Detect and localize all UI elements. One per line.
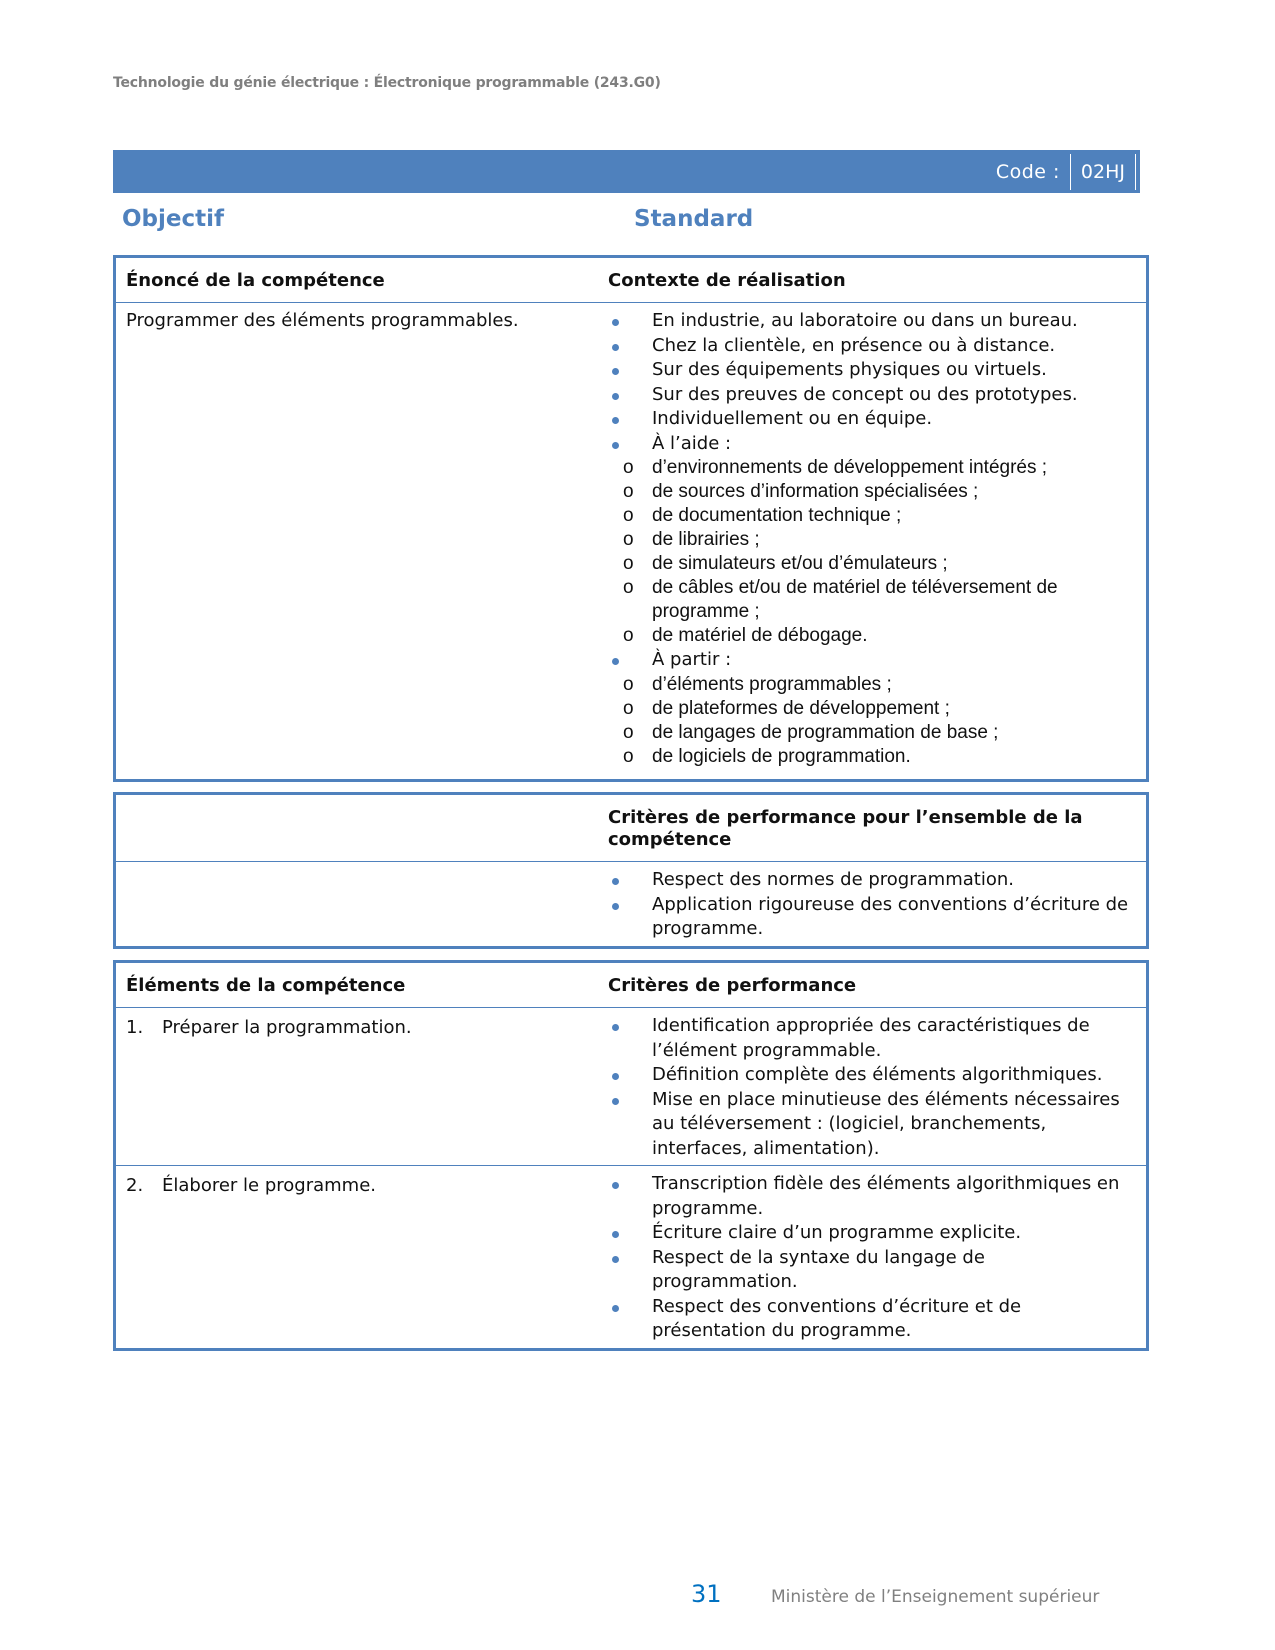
bullet-icon (612, 1024, 619, 1031)
contexte-list (608, 303, 1146, 773)
bullet-icon (612, 344, 619, 351)
bullet-icon (612, 903, 619, 910)
list-item: À partir : o d’éléments programmables ; o de plateformes de développement ; o de langages de programmation de base ; o de logiciels de programmation. (608, 648, 1136, 769)
code-bar (113, 150, 1140, 193)
bullet-icon (612, 442, 619, 449)
sub-bullet-icon: o (623, 457, 634, 478)
list-item: Identification appropriée des caractéristiques de l’élément programmable. (608, 1014, 1136, 1063)
list-item: Écriture claire d’un programme explicite. (608, 1221, 1136, 1246)
list-item: Respect des conventions d’écriture et de présentation du programme. (608, 1295, 1136, 1344)
list-item: Définition complète des éléments algorithmiques. (608, 1063, 1136, 1088)
bullet-icon (612, 1231, 619, 1238)
enonce-header: Énoncé de la compétence (126, 270, 385, 291)
element-item: 1. Préparer la programmation. (126, 1017, 412, 1038)
global-criteria-table (113, 792, 1149, 949)
sub-list-item: o de câbles et/ou de matériel de téléversement de programme ; (623, 577, 1058, 622)
list-item: Sur des preuves de concept ou des prototypes. (608, 383, 1136, 408)
sub-bullet-icon: o (623, 481, 634, 502)
list-item: Individuellement ou en équipe. (608, 407, 1136, 432)
sub-list-item: o de simulateurs et/ou d’émulateurs ; (623, 553, 948, 574)
sub-list (623, 673, 1136, 769)
bullet-icon (612, 319, 619, 326)
bullet-icon (612, 1256, 619, 1263)
criteria-list (608, 1166, 1146, 1348)
sub-list-item: o de documentation technique ; (623, 505, 902, 526)
list-item: Sur des équipements physiques ou virtuels. (608, 358, 1136, 383)
bullet-icon (612, 1098, 619, 1105)
running-header: Technologie du génie électrique : Électronique programmable (243.G0) (113, 75, 661, 91)
criteria-header: Critères de performance (608, 975, 857, 996)
competence-table (113, 255, 1149, 782)
list-item: Respect de la syntaxe du langage de programmation. (608, 1246, 1136, 1295)
sub-list-item: o de matériel de débogage. (623, 625, 868, 646)
sub-bullet-icon: o (623, 721, 634, 743)
section-titles (122, 206, 1142, 240)
sub-bullet-icon: o (623, 673, 634, 695)
bullet-icon (612, 393, 619, 400)
bullet-icon (612, 1073, 619, 1080)
bullet-icon (612, 417, 619, 424)
enonce-text: Programmer des éléments programmables. (126, 310, 519, 331)
list-item: Chez la clientèle, en présence ou à distance. (608, 334, 1136, 359)
elements-header: Éléments de la compétence (126, 975, 406, 996)
contexte-header: Contexte de réalisation (608, 270, 846, 291)
bullet-icon (612, 878, 619, 885)
list-item: À l’aide : o d’environnements de développement intégrés ; o de sources d’information spécialisées ; o de documentation technique ; o de librairies ; o de simulateurs et/ou d’émulateurs ; o de câbles et/ou de matériel de téléversement de programme ; o de matériel de débogage. (608, 432, 1136, 649)
sub-bullet-icon: o (623, 553, 634, 574)
list-item: Application rigoureuse des conventions d’écriture de programme. (608, 893, 1136, 942)
sub-list-item: o de langages de programmation de base ; (623, 721, 999, 743)
list-item: Respect des normes de programmation. (608, 868, 1136, 893)
criteria-list (608, 1008, 1146, 1165)
list-item: Mise en place minutieuse des éléments nécessaires au téléversement : (logiciel, branchements, interfaces, alimentation). (608, 1088, 1136, 1162)
bullet-icon (612, 658, 619, 665)
sub-list-item: o de sources d’information spécialisées ; (623, 481, 979, 502)
sub-list-item: o de logiciels de programmation. (623, 745, 911, 767)
sub-list (623, 456, 1136, 648)
bullet-icon (612, 1305, 619, 1312)
sub-bullet-icon: o (623, 529, 634, 550)
bullet-icon (612, 368, 619, 375)
sub-bullet-icon: o (623, 697, 634, 719)
sub-bullet-icon: o (623, 577, 634, 598)
page-number: 31 (691, 1580, 722, 1608)
footer-text: Ministère de l’Enseignement supérieur (771, 1587, 1100, 1607)
sub-list-item: o d’environnements de développement intégrés ; (623, 457, 1048, 478)
sub-list-item: o de librairies ; (623, 529, 760, 550)
sub-bullet-icon: o (623, 625, 634, 646)
elements-table (113, 960, 1149, 1351)
global-criteria-list (608, 862, 1146, 946)
sub-list-item: o d’éléments programmables ; (623, 673, 892, 695)
sub-list-item: o de plateformes de développement ; (623, 697, 950, 719)
sub-bullet-icon: o (623, 745, 634, 767)
bullet-icon (612, 1182, 619, 1189)
global-criteria-header: Critères de performance pour l’ensemble de la compétence (608, 807, 1083, 850)
sub-bullet-icon: o (623, 505, 634, 526)
list-item: Transcription fidèle des éléments algorithmiques en programme. (608, 1172, 1136, 1221)
code-value: 02HJ (1070, 154, 1136, 190)
element-item: 2. Élaborer le programme. (126, 1175, 377, 1196)
list-item: En industrie, au laboratoire ou dans un bureau. (608, 309, 1136, 334)
code-label: Code : (995, 160, 1060, 183)
objectif-title: Objectif (122, 206, 225, 232)
standard-title: Standard (634, 206, 754, 232)
